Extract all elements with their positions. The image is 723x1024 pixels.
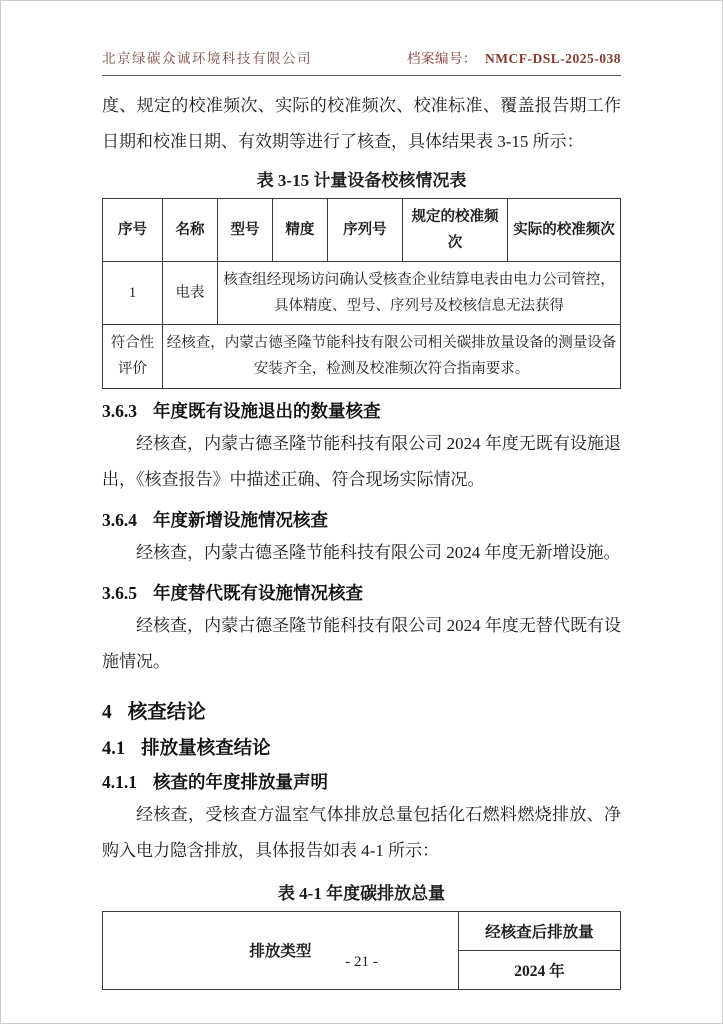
col-header-required-freq: 规定的校准频次 [402, 199, 507, 262]
cell-conformity-label: 符合性评价 [103, 325, 163, 388]
paragraph-calibration-continued: 度、规定的校准频次、实际的校准频次、校准标准、覆盖报告期工作日期和校准日期、有效期等进行了核查，具体结果表 3-15 所示： [102, 96, 621, 151]
heading-3-6-5-text: 年度替代既有设施情况核查 [153, 582, 363, 603]
archive-label: 档案编号： [407, 51, 477, 66]
col-header-model: 型号 [217, 199, 272, 262]
cell-device-detail: 核查组经现场访问确认受核查企业结算电表由电力公司管控，具体精度、型号、序列号及校核信息无法获得 [217, 262, 620, 325]
cell-device-no: 1 [103, 262, 163, 325]
table-4-1-annual-emissions [102, 911, 621, 990]
cell-emission-type-header: 排放类型 [103, 911, 459, 989]
header-archive-number [407, 47, 621, 67]
page-number: - 21 - [345, 954, 378, 970]
col-header-serial: 序列号 [327, 199, 402, 262]
table-3-15-metering-devices [102, 198, 621, 389]
heading-4-1 [102, 734, 621, 760]
heading-3-6-4-number: 3.6.4 [102, 509, 137, 530]
table-3-15-title: 表 3-15 计量设备校核情况表 [256, 171, 467, 190]
heading-3-6-5 [102, 580, 621, 605]
paragraph-3-6-4: 经核查，内蒙古德圣隆节能科技有限公司 2024 年度无新增设施。 [136, 542, 621, 562]
document-body [102, 88, 621, 990]
heading-4-number: 4 [102, 701, 112, 723]
cell-year-2024: 2024 年 [458, 950, 620, 989]
heading-4 [102, 696, 621, 724]
paragraph-3-6-3: 经核查，内蒙古德圣隆节能科技有限公司 2024 年度无既有设施退出，《核查报告》中描述正确、符合现场实际情况。 [102, 433, 621, 489]
heading-3-6-4 [102, 507, 621, 532]
archive-value: NMCF-DSL-2025-038 [485, 51, 621, 66]
table-row-conformity [103, 325, 621, 388]
table-row-device-1 [103, 262, 621, 325]
col-header-precision: 精度 [272, 199, 327, 262]
heading-4-text: 核查结论 [127, 701, 206, 723]
heading-4-1-1-text: 核查的年度排放量声明 [153, 771, 328, 792]
heading-4-1-1-number: 4.1.1 [102, 771, 137, 792]
page-footer [1, 954, 722, 971]
heading-3-6-3-text: 年度既有设施退出的数量核查 [153, 400, 381, 421]
paragraph-3-6-5: 经核查，内蒙古德圣隆节能科技有限公司 2024 年度无替代既有设施情况。 [102, 615, 621, 671]
cell-conformity-detail: 经核查，内蒙古德圣隆节能科技有限公司相关碳排放量设备的测量设备安装齐全，检测及校准频次符合指南要求。 [163, 325, 621, 388]
table-4-1-title: 表 4-1 年度碳排放总量 [277, 883, 446, 903]
heading-4-1-1 [102, 769, 621, 794]
cell-verified-emission-header: 经核查后排放量 [458, 911, 620, 950]
col-header-name: 名称 [163, 199, 218, 262]
table-4-1-row-top [103, 911, 621, 950]
heading-4-1-number: 4.1 [102, 738, 126, 759]
paragraph-4-1-1: 经核查，受核查方温室气体排放总量包括化石燃料燃烧排放、净购入电力隐含排放，具体报告如表 4-1 所示： [102, 804, 621, 860]
col-header-seq: 序号 [103, 199, 163, 262]
heading-3-6-4-text: 年度新增设施情况核查 [153, 509, 328, 530]
header-company-name: 北京绿碳众诚环境科技有限公司 [102, 51, 312, 66]
heading-4-1-text: 排放量核查结论 [141, 738, 271, 759]
heading-3-6-5-number: 3.6.5 [102, 582, 137, 603]
page-header [102, 1, 621, 76]
table-3-15-header-row [103, 199, 621, 262]
col-header-actual-freq: 实际的校准频次 [508, 199, 621, 262]
heading-3-6-3-number: 3.6.3 [102, 400, 137, 421]
cell-device-name: 电表 [163, 262, 218, 325]
heading-3-6-3 [102, 398, 621, 423]
